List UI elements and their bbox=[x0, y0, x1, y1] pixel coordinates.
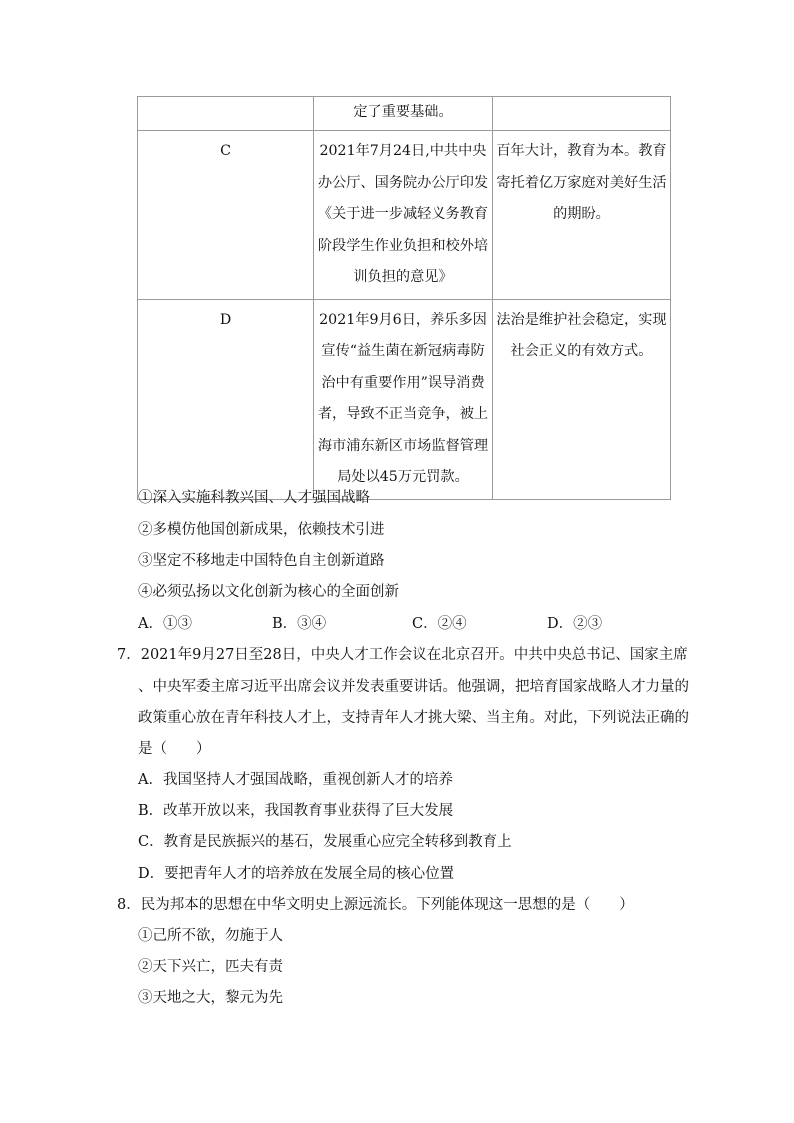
table-cell-comment-top bbox=[493, 97, 671, 131]
table-cell-event-c bbox=[314, 131, 493, 300]
comment-line: 的期盼。 bbox=[553, 206, 610, 222]
q6-choice-b[interactable]: B．③④ bbox=[272, 616, 327, 632]
comment-line: 寄托着亿万家庭对美好生活 bbox=[496, 174, 667, 191]
table-cell-comment-c bbox=[493, 131, 671, 300]
q6-statement-4: ④必须弘扬以文化创新为核心的全面创新 bbox=[138, 584, 399, 600]
event-line: 海市浦东新区市场监督管理 bbox=[317, 437, 489, 454]
event-line: 2021年7月24日,中共中央 bbox=[319, 143, 487, 159]
event-line: 局处以45万元罚款。 bbox=[337, 469, 469, 485]
event-line: 办公厅、国务院办公厅印发 bbox=[317, 174, 489, 191]
q6-choices bbox=[138, 614, 698, 634]
table-cell-label-top bbox=[138, 97, 314, 131]
q8-stem: 8．民为邦本的思想在中华文明史上源远流长。下列能体现这一思想的是（ ） bbox=[117, 897, 634, 913]
q7-option-b[interactable]: B．改革开放以来，我国教育事业获得了巨大发展 bbox=[138, 803, 454, 819]
q7-stem-line-2: 、中央军委主席习近平出席会议并发表重要讲话。他强调，把培育国家战略人才力量的 bbox=[138, 679, 689, 695]
comment-line: 法治是维护社会稳定，实现 bbox=[496, 311, 667, 328]
q6-choice-c[interactable]: C．②④ bbox=[412, 616, 467, 632]
event-line: 训负担的意见》 bbox=[353, 269, 453, 285]
q6-statement-1: ①深入实施科教兴国、人才强国战略 bbox=[138, 490, 370, 506]
event-line: 阶段学生作业负担和校外培 bbox=[317, 237, 489, 254]
q6-statement-2: ②多模仿他国创新成果，依赖技术引进 bbox=[138, 522, 385, 538]
event-line: 治中有重要作用”误导消费 bbox=[321, 374, 485, 391]
question-table bbox=[137, 96, 671, 500]
q8-statement-2: ②天下兴亡，匹夫有责 bbox=[138, 959, 283, 975]
table-row-c bbox=[138, 131, 671, 300]
event-line: 者，导致不正当竞争，被上 bbox=[317, 406, 489, 422]
event-line: 宣传“益生菌在新冠病毒防 bbox=[321, 343, 485, 359]
q7-stem-line-3: 政策重心放在青年科技人才上，支持青年人才挑大梁、当主角。对此，下列说法正确的 bbox=[138, 710, 689, 726]
q8-statement-1: ①己所不欲，勿施于人 bbox=[138, 928, 283, 944]
comment-line: 百年大计，教育为本。教育 bbox=[496, 143, 667, 159]
comment-line: 社会正义的有效方式。 bbox=[510, 343, 653, 359]
table-cell-comment-d bbox=[493, 299, 671, 499]
q7-stem-line-4: 是（ ） bbox=[138, 741, 211, 757]
table-cell-event-top bbox=[314, 97, 493, 131]
q6-choice-d[interactable]: D．②③ bbox=[547, 616, 603, 632]
table-cell-label-d: D bbox=[138, 299, 314, 499]
event-line: 2021年9月6日，养乐多因 bbox=[319, 311, 487, 328]
q8-statement-3: ③天地之大，黎元为先 bbox=[138, 990, 283, 1006]
q7-option-c[interactable]: C．教育是民族振兴的基石，发展重心应完全转移到教育上 bbox=[138, 834, 512, 850]
event-line: 《关于进一步减轻义务教育 bbox=[317, 206, 489, 222]
q7-stem-line-1: 7．2021年9月27日至28日，中央人才工作会议在北京召开。中共中央总书记、国家主席 bbox=[117, 647, 688, 663]
q6-statement-3: ③坚定不移地走中国特色自主创新道路 bbox=[138, 553, 385, 569]
table-cell-label-c: C bbox=[138, 131, 314, 300]
q7-option-a[interactable]: A．我国坚持人才强国战略，重视创新人才的培养 bbox=[138, 772, 453, 788]
q7-option-d[interactable]: D．要把青年人才的培养放在发展全局的核心位置 bbox=[138, 866, 455, 882]
table-row-top bbox=[138, 97, 671, 131]
event-line: 定了重要基础。 bbox=[353, 104, 453, 120]
q6-choice-a[interactable]: A．①③ bbox=[138, 616, 192, 632]
table-row-d bbox=[138, 299, 671, 499]
table-cell-event-d bbox=[314, 299, 493, 499]
